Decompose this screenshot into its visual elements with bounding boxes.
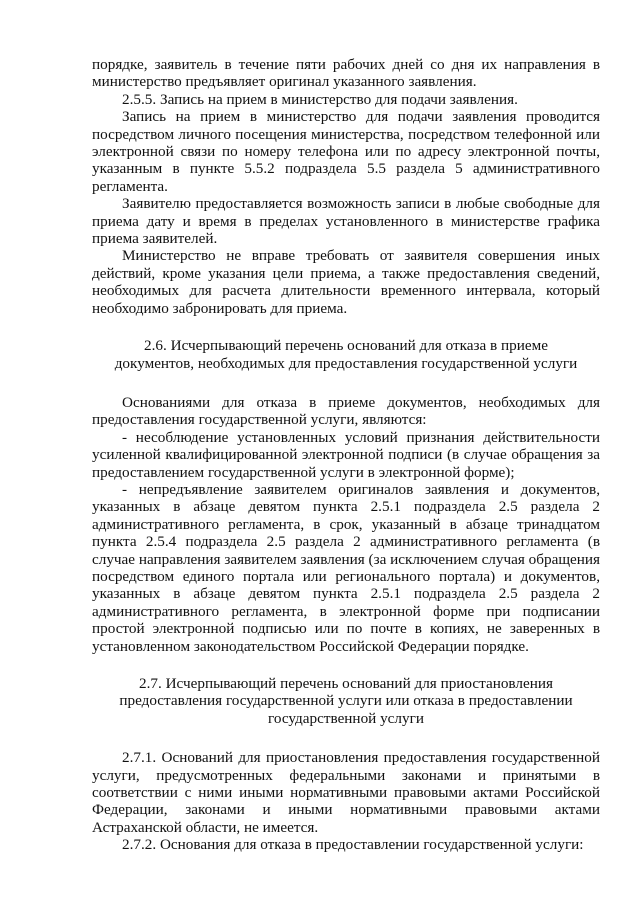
heading-line: государственной услуги xyxy=(268,709,424,727)
list-item-originals: - непредъявление заявителем оригиналов заявления и документов, указанных в абзаце девятом пункта 2.5.1 подраздела 2.5 раздела 2 административного регламента, в срок, указанный в абзаце тринадцатом пункта 2.5.4 подраздела 2.5 раздела 2 административного регламента (в случае направления заявителем заявления (за исключением случая обращения посредством единого портала или регионального портала) и документов, указанных в абзаце девятом пункта 2.5.1 подраздела 2.5 раздела 2 административного регламента, в электронной форме при подписании простой электронной подписью или по почте в копиях, не заверенных в установленном законодательством Российской Федерации порядке. xyxy=(92,480,600,655)
paragraph-refusal-grounds-intro: Основаниями для отказа в приеме документов, необходимых для предоставления государственной услуги, являются: xyxy=(92,393,600,429)
paragraph-appointment-time: Заявителю предоставляется возможность записи в любые свободные для приема дату и время в пределах установленного в министерстве графика приема заявителей. xyxy=(92,195,600,248)
heading-line: документов, необходимых для предоставления государственной услуги xyxy=(114,354,578,372)
heading-line: 2.6. Исчерпывающий перечень оснований для отказа в приеме xyxy=(144,337,548,355)
document-page xyxy=(92,56,600,854)
paragraph-continuation: порядке, заявитель в течение пяти рабочих дней со дня их направления в министерство предъявляет оригинал указанного заявления. xyxy=(92,56,600,91)
heading-line: предоставления государственной услуги или отказа в предоставлении xyxy=(119,692,573,710)
section-heading-2-6 xyxy=(92,337,600,372)
section-heading-2-7 xyxy=(92,675,600,727)
paragraph-2-7-1: 2.7.1. Оснований для приостановления предоставления государственной услуги, предусмотренных федеральными законами и принятыми в соответствии с ними иными нормативными правовыми актами Российской Федерации, законами и иными нормативными правовыми актами Астраханской области, не имеется. xyxy=(92,749,600,836)
heading-line: 2.7. Исчерпывающий перечень оснований для приостановления xyxy=(139,675,553,692)
list-item-signature: - несоблюдение установленных условий признания действительности усиленной квалифицированной электронной подписи (в случае обращения за предоставлением государственной услуги в электронной форме); xyxy=(92,428,600,481)
paragraph-2-5-5: 2.5.5. Запись на прием в министерство для подачи заявления. xyxy=(122,90,518,108)
paragraph-ministry-restrictions: Министерство не вправе требовать от заявителя совершения иных действий, кроме указания цели приема, а также предоставления сведений, необходимых для расчета длительности временного интервала, который необходимо забронировать для приема. xyxy=(92,247,600,317)
paragraph-appointment-methods: Запись на прием в министерство для подачи заявления проводится посредством личного посещения министерства, посредством телефонной или электронной связи по номеру телефона или по адресу электронной почты, указанным в пункте 5.5.2 подраздела 5.5 раздела 5 административного регламента. xyxy=(92,108,600,195)
paragraph-2-7-2: 2.7.2. Основания для отказа в предоставлении государственной услуги: xyxy=(122,836,584,854)
